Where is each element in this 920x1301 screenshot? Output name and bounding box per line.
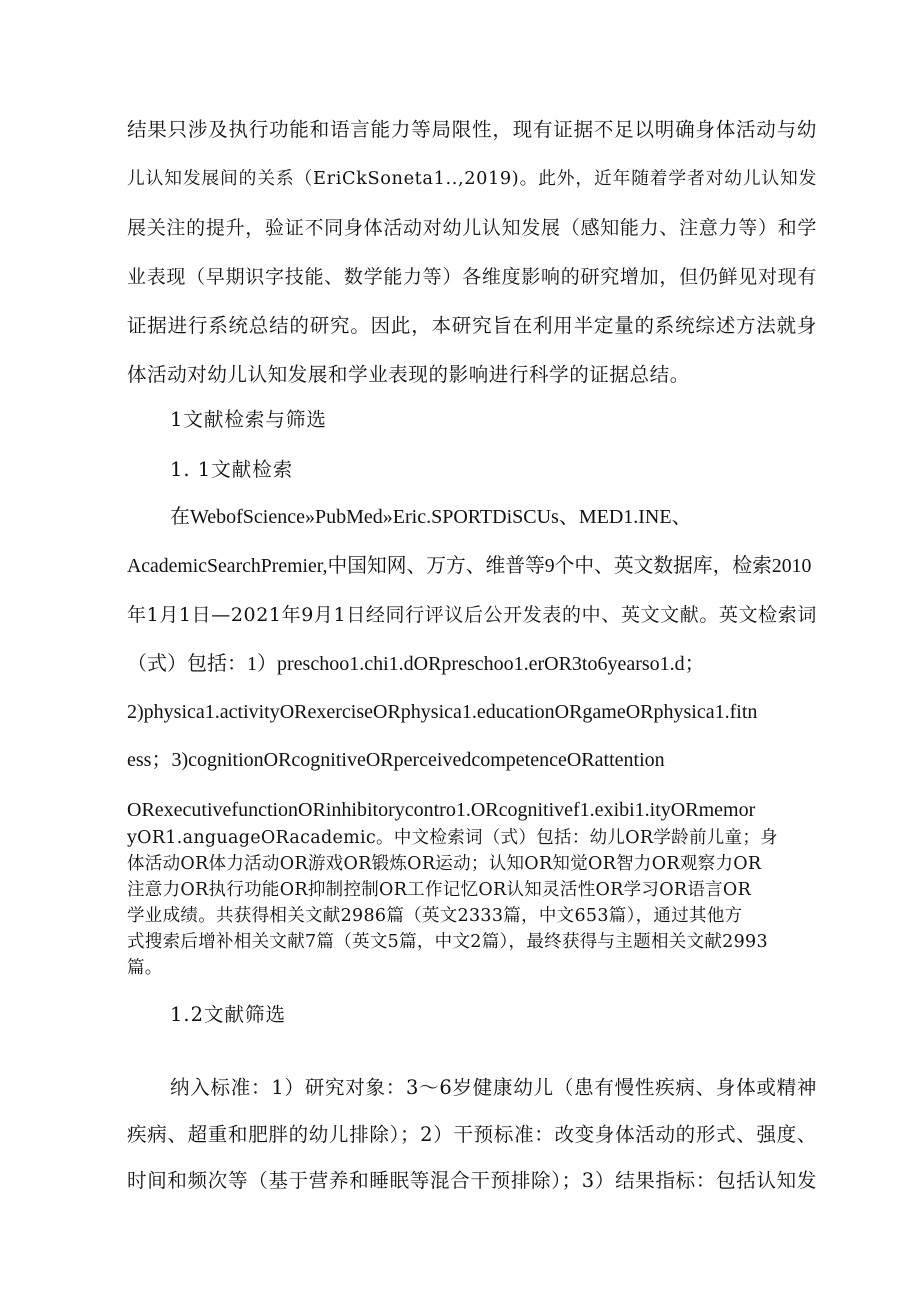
retrieval-line-9: 体活动OR体力活动OR游戏OR锻炼OR运动；认知OR知觉OR智力OR观察力OR [127, 854, 762, 874]
retrieval-line-10: 注意力OR执行功能OR抑制控制OR工作记忆OR认知灵活性OR学习OR语言OR [127, 880, 752, 900]
retrieval-line-6: ess；3)cognitionORcognitiveORperceivedcompetenceORattention [127, 749, 665, 771]
section-heading-1: 1文献检索与筛选 [170, 408, 327, 431]
screening-line-2: 疾病、超重和肥胖的幼儿排除）；2）干预标准：改变身体活动的形式、强度、 [127, 1123, 817, 1146]
retrieval-line-12: 式搜索后增补相关文献7篇（英文5篇，中文2篇），最终获得与主题相关文献2993 [127, 932, 768, 952]
retrieval-line-5: 2)physica1.activityORexerciseORphysica1.educationORgameORphysica1.fitn [127, 701, 758, 723]
retrieval-line-11: 学业成绩。共获得相关文献2986篇（英文2333篇，中文653篇），通过其他方 [127, 906, 743, 926]
retrieval-line-7: ORexecutivefunctionORinhibitorycontro1.ORcognitivef1.exibi1.ityORmemor [127, 799, 756, 821]
retrieval-line-13: 篇。 [127, 958, 163, 978]
intro-line-2: 儿认知发展间的关系（EriCkSoneta1..,2019)。此外，近年随着学者对幼儿认知发 [127, 169, 817, 189]
retrieval-line-4: （式）包括：1）preschoo1.chi1.dORpreschoo1.erOR3to6yearso1.d； [127, 653, 705, 675]
intro-line-1: 结果只涉及执行功能和语言能力等局限性，现有证据不足以明确身体活动与幼 [127, 118, 817, 141]
section-heading-1-1: 1. 1文献检索 [170, 458, 294, 481]
screening-line-3: 时间和频次等（基于营养和睡眠等混合干预排除）；3）结果指标：包括认知发 [127, 1169, 817, 1192]
intro-line-6: 体活动对幼儿认知发展和学业表现的影响进行科学的证据总结。 [127, 363, 690, 386]
intro-line-4: 业表现（早期识字技能、数学能力等）各维度影响的研究增加，但仍鲜见对现有 [127, 266, 817, 288]
intro-line-3: 展关注的提升，验证不同身体活动对幼儿认知发展（感知能力、注意力等）和学 [127, 217, 817, 239]
intro-line-5: 证据进行系统总结的研究。因此，本研究旨在利用半定量的系统综述方法就身 [127, 314, 817, 337]
screening-line-1: 纳入标准：1）研究对象：3～6岁健康幼儿（患有慢性疾病、身体或精神 [170, 1076, 817, 1099]
retrieval-line-1: 在WebofScience»PubMed»Eric.SPORTDiSCUs、MED1.INE、 [170, 506, 692, 528]
section-heading-1-2: 1.2文献筛选 [170, 1003, 287, 1026]
retrieval-line-3: 年1月1日—2021年9月1日经同行评议后公开发表的中、英文文献。英文检索词 [127, 604, 817, 626]
retrieval-line-8: yOR1.anguageORacademic。中文检索词（式）包括：幼儿OR学龄前儿童；身 [127, 828, 778, 848]
retrieval-line-2: AcademicSearchPremier,中国知网、万方、维普等9个中、英文数据库，检索2010 [127, 555, 812, 577]
